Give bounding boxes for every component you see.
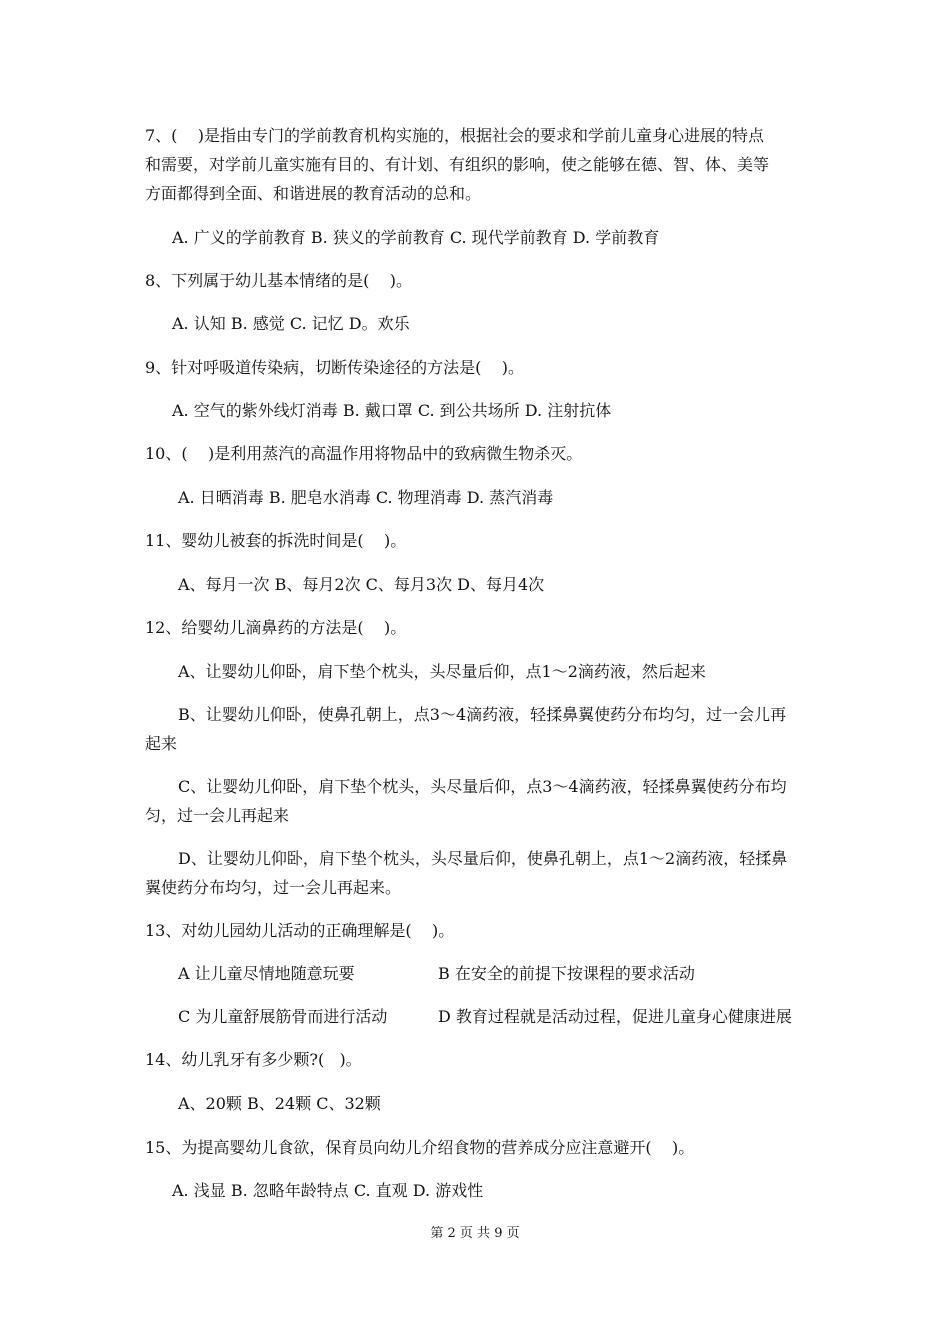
question-11: 11、婴幼儿被套的拆洗时间是( )。 — [145, 531, 407, 550]
question-7-line-2: 和需要，对学前儿童实施有目的、有计划、有组织的影响，使之能够在德、智、体、美等 — [145, 155, 770, 174]
question-12-option-d-line-2: 翼使药分布均匀，过一会儿再起来。 — [145, 878, 402, 897]
question-13-option-d: D 教育过程就是活动过程，促进儿童身心健康进展 — [438, 1007, 792, 1026]
question-12-option-c-line-1: C、让婴幼儿仰卧，肩下垫个枕头，头尽量后仰，点3～4滴药液，轻揉鼻翼使药分布均 — [178, 777, 787, 796]
question-13: 13、对幼儿园幼儿活动的正确理解是( )。 — [145, 921, 455, 940]
question-13-option-a: A 让儿童尽情地随意玩要 — [178, 964, 355, 983]
question-15-options: A. 浅显 B. 忽略年龄特点 C. 直观 D. 游戏性 — [172, 1181, 484, 1200]
question-11-options: A、每月一次 B、每月2次 C、每月3次 D、每月4次 — [178, 575, 545, 594]
question-9: 9、针对呼吸道传染病，切断传染途径的方法是( )。 — [145, 358, 525, 377]
question-14-options: A、20颗 B、24颗 C、32颗 — [178, 1094, 381, 1113]
question-8-options: A. 认知 B. 感觉 C. 记忆 D。欢乐 — [172, 314, 410, 333]
question-12-option-d-line-1: D、让婴幼儿仰卧，肩下垫个枕头，头尽量后仰，使鼻孔朝上，点1～2滴药液，轻揉鼻 — [178, 849, 788, 868]
question-7-line-1: 7、( )是指由专门的学前教育机构实施的，根据社会的要求和学前儿童身心进展的特点 — [145, 126, 765, 145]
question-12: 12、给婴幼儿滴鼻药的方法是( )。 — [145, 618, 407, 637]
question-10: 10、( )是利用蒸汽的高温作用将物品中的致病微生物杀灭。 — [145, 444, 583, 463]
question-13-option-c: C 为儿童舒展筋骨而进行活动 — [178, 1007, 388, 1026]
question-12-option-b-line-1: B、让婴幼儿仰卧，使鼻孔朝上，点3～4滴药液，轻揉鼻翼使药分布均匀，过一会儿再 — [178, 705, 787, 724]
question-8: 8、下列属于幼儿基本情绪的是( )。 — [145, 271, 413, 290]
question-14: 14、幼儿乳牙有多少颗?( )。 — [145, 1050, 362, 1069]
question-15: 15、为提高婴幼儿食欲，保育员向幼儿介绍食物的营养成分应注意避开( )。 — [145, 1138, 695, 1157]
question-7-options: A. 广义的学前教育 B. 狭义的学前教育 C. 现代学前教育 D. 学前教育 — [172, 228, 660, 247]
question-7-line-3: 方面都得到全面、和谐进展的教育活动的总和。 — [145, 184, 482, 203]
page-footer: 第 2 页 共 9 页 — [430, 1226, 520, 1241]
question-12-option-b-line-2: 起来 — [145, 734, 178, 753]
question-12-option-c-line-2: 匀，过一会儿再起来 — [145, 806, 290, 825]
question-9-options: A. 空气的紫外线灯消毒 B. 戴口罩 C. 到公共场所 D. 注射抗体 — [172, 401, 612, 420]
question-13-option-b: B 在安全的前提下按课程的要求活动 — [438, 964, 695, 983]
question-10-options: A. 日晒消毒 B. 肥皂水消毒 C. 物理消毒 D. 蒸汽消毒 — [178, 488, 554, 507]
question-12-option-a: A、让婴幼儿仰卧，肩下垫个枕头，头尽量后仰，点1～2滴药液，然后起来 — [178, 662, 706, 681]
